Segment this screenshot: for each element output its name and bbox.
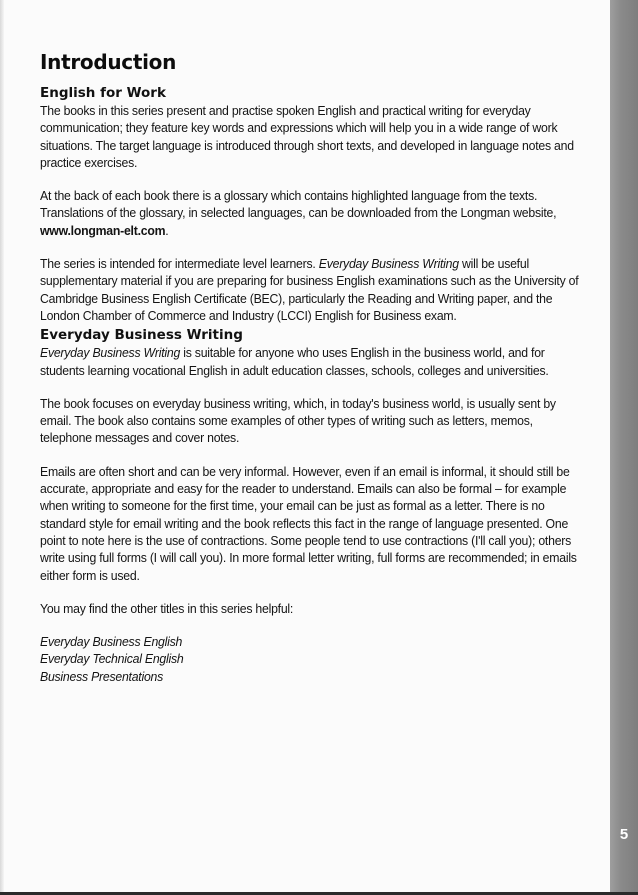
- book-title-inline-2: Everyday Business Writing: [40, 345, 181, 361]
- page-title: Introduction: [40, 50, 177, 74]
- paragraph-series-intro: The books in this series present and practise spoken English and practical writing for everyday communication; they feature key words and expressions which will help you in a wide range of work situations. The target language is introduced through short texts, and developed in language notes and practice exercises.: [40, 103, 574, 170]
- audience-rest: is suitable for anyone who uses English in the business world, and for students learning vocational English in adult education classes, schools, colleges and universities.: [40, 345, 549, 378]
- list-item: Everyday Business English: [40, 634, 183, 650]
- book-title-inline: Everyday Business Writing: [318, 256, 459, 272]
- side-tab: [610, 0, 638, 892]
- paragraph-glossary: [40, 187, 585, 239]
- paragraph-audience: [40, 344, 585, 379]
- level-text: The series is intended for intermediate level learners.: [40, 256, 319, 272]
- list-item: Business Presentations: [40, 668, 164, 684]
- list-item: Everyday Technical English: [40, 651, 184, 667]
- glossary-end: .: [165, 222, 169, 238]
- paragraph-other-titles: You may find the other titles in this series helpful:: [40, 600, 294, 616]
- glossary-text: At the back of each book there is a glossary which contains highlighted language from the texts. Translations of the glossary, in selected languages, can be downloaded from the Longman website,: [40, 188, 557, 221]
- page-number: 5: [619, 826, 629, 843]
- page-content: [40, 50, 585, 685]
- website-link: www.longman-elt.com: [40, 222, 166, 238]
- paragraph-focus: The book focuses on everyday business writing, which, in today's business world, is usually sent by email. The book also contains some examples of other types of writing such as letters, memos, telephone messages and cover notes.: [40, 395, 556, 446]
- section-heading-everyday-business-writing: Everyday Business Writing: [40, 327, 243, 344]
- level-rest: will be useful supplementary material if you are preparing for business English examinations such as the University of Cambridge Business English Certificate (BEC), particularly the Reading and Writing paper, and the London Chamber of Commerce and Industry (LCCI) English for Business exam.: [40, 256, 579, 323]
- paragraph-emails: Emails are often short and can be very informal. However, even if an email is informal, it should still be accurate, appropriate and easy for the reader to understand. Emails can also be formal – for example when writing to someone for the first time, your email can be just as formal as a letter. There is no standard style for email writing and the book reflects this fact in the range of language presented. One point to note here is the use of contractions. Some people tend to use contractions (I'll call you); others write using full forms (I will call you). In more formal letter writing, full forms are recommended; in emails either form is used.: [40, 463, 577, 583]
- other-titles-list: [40, 633, 585, 685]
- page-left-edge: [0, 0, 4, 895]
- paragraph-level: [40, 255, 585, 324]
- section-heading-english-for-work: English for Work: [40, 85, 166, 101]
